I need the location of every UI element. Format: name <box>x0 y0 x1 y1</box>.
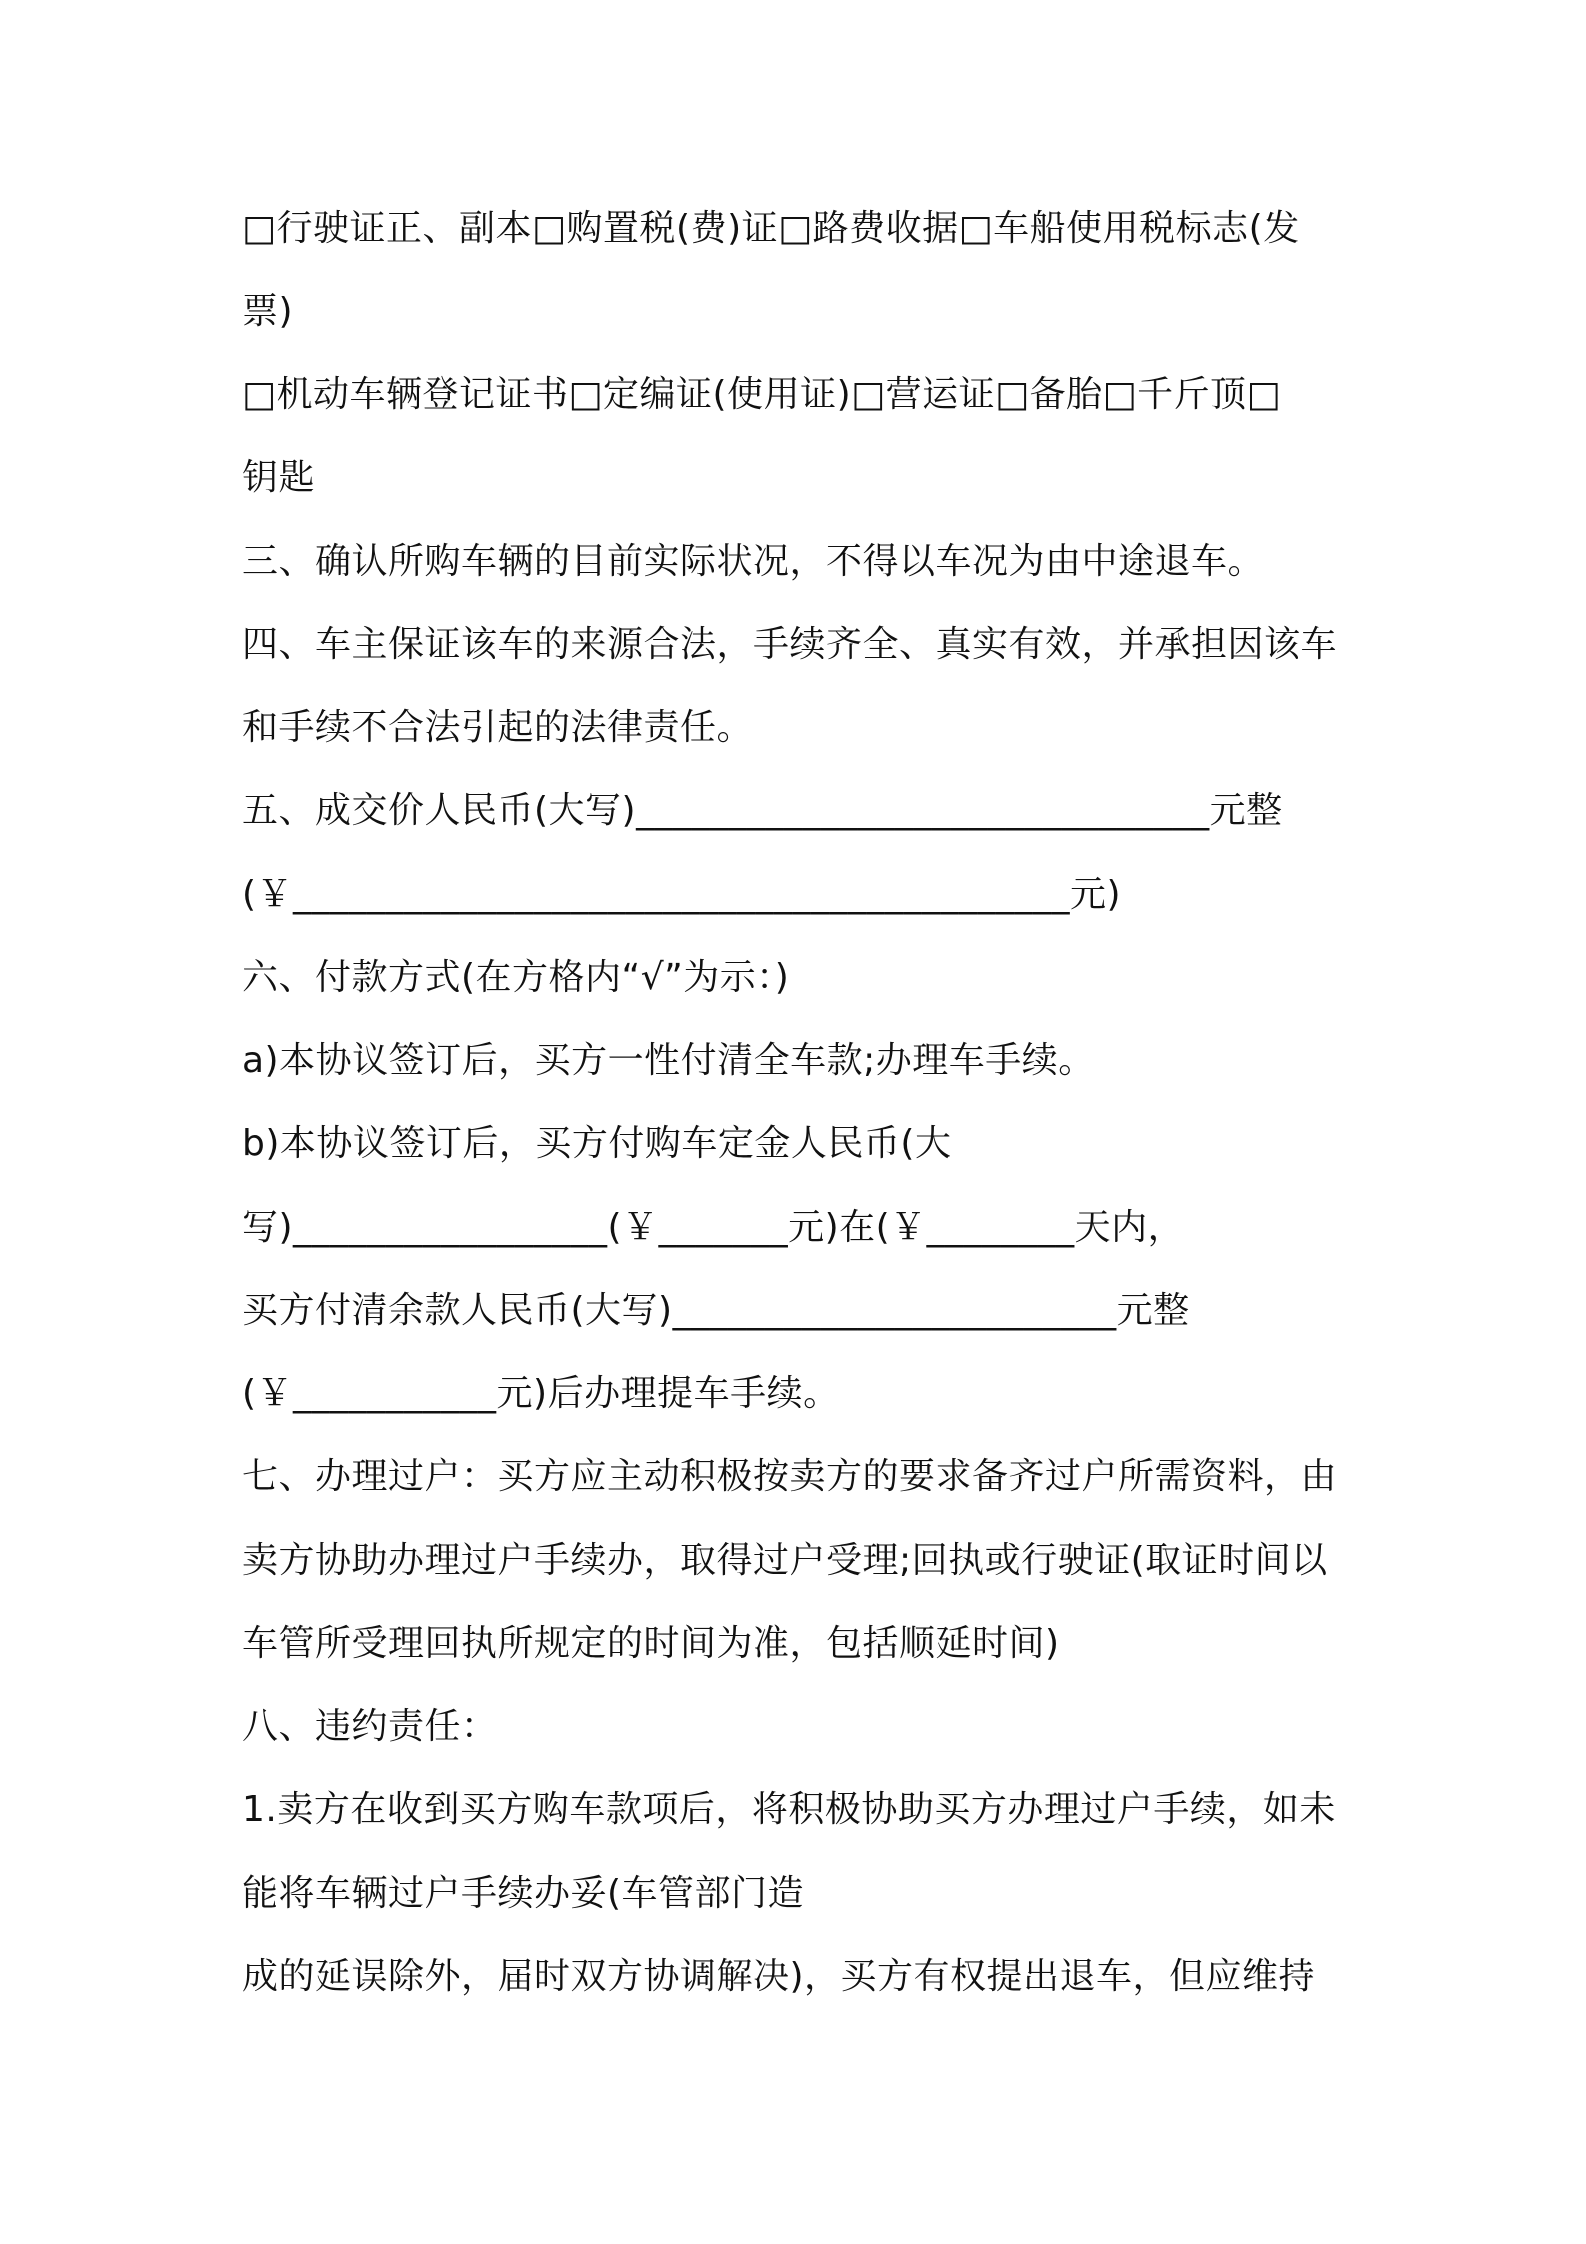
doc-line-9: (￥__________________________________________元) <box>242 874 1122 915</box>
doc-line-19: 八、违约责任： <box>242 1706 498 1747</box>
doc-line-12: b)本协议签订后，买方付购车定金人民币(大 <box>242 1123 952 1164</box>
doc-line-18: 车管所受理回执所规定的时间为准，包括顺延时间) <box>242 1623 1060 1664</box>
doc-line-3: □机动车辆登记证书□定编证(使用证)□营运证□备胎□千斤顶□ <box>242 374 1282 415</box>
doc-line-1: □行驶证正、副本□购置税(费)证□路费收据□车船使用税标志(发 <box>242 208 1300 249</box>
doc-line-15: (￥___________元)后办理提车手续。 <box>242 1373 840 1414</box>
doc-line-21: 能将车辆过户手续办妥(车管部门造 <box>242 1873 805 1914</box>
doc-line-10: 六、付款方式(在方格内“√”为示：) <box>242 957 790 998</box>
doc-line-13: 写)_________________(￥_______元)在(￥________天内， <box>242 1207 1185 1248</box>
doc-line-17: 卖方协助办理过户手续办，取得过户受理;回执或行驶证(取证时间以 <box>242 1540 1328 1581</box>
doc-line-5: 三、确认所购车辆的目前实际状况，不得以车况为由中途退车。 <box>242 541 1265 582</box>
doc-line-11: a)本协议签订后，买方一性付清全车款;办理车手续。 <box>242 1040 1095 1081</box>
doc-line-4: 钥匙 <box>242 457 316 498</box>
doc-line-8: 五、成交价人民币(大写)_______________________________元整 <box>242 790 1283 831</box>
doc-line-2: 票) <box>242 291 294 332</box>
doc-line-6: 四、车主保证该车的来源合法，手续齐全、真实有效，并承担因该车 <box>242 624 1338 665</box>
doc-line-14: 买方付清余款人民币(大写)________________________元整 <box>242 1290 1190 1331</box>
doc-line-20: 1.卖方在收到买方购车款项后，将积极协助买方办理过户手续，如未 <box>242 1789 1336 1830</box>
doc-line-7: 和手续不合法引起的法律责任。 <box>242 707 754 748</box>
doc-line-22: 成的延误除外，届时双方协调解决)，买方有权提出退车，但应维持 <box>242 1956 1316 1997</box>
doc-line-16: 七、办理过户：买方应主动积极按卖方的要求备齐过户所需资料，由 <box>242 1456 1338 1497</box>
